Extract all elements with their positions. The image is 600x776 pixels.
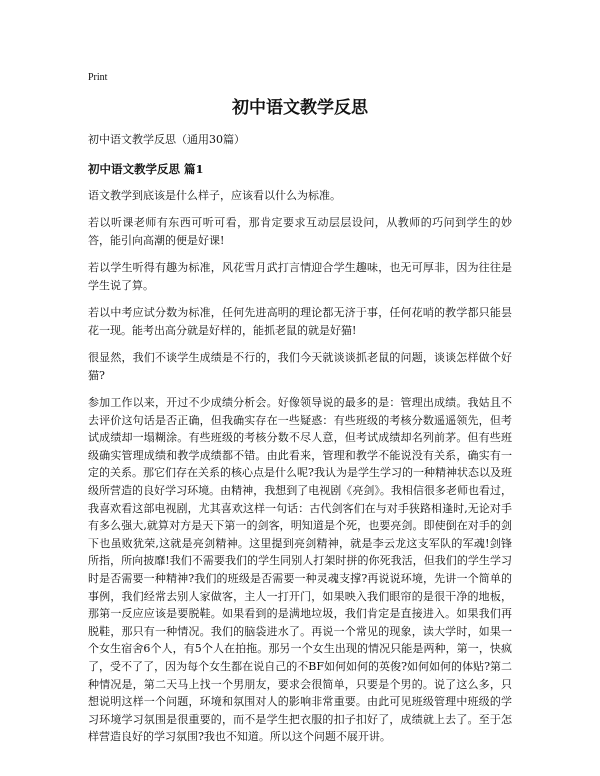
paragraph-1: 语文教学到底该是什么样子，应该看以什么为标准。: [88, 189, 341, 202]
paragraph-4: 若以中考应试分数为标准，任何先进高明的理论都无济于事，任何花哨的教学都只能昙花一现。能考出高分就是好样的，能抓老鼠的就是好猫!: [88, 306, 512, 337]
paragraph-6: 参加工作以来，开过不少成绩分析会。好像领导说的最多的是：管理出成绩。我姑且不去评价这句话是否正确，但我确实存在一些疑惑：有些班级的考核分数遥遥领先，但考试成绩却一塌糊涂。有些班级的考核分数不尽人意，但考试成绩却名列前茅。但有些班级确实管理成绩和教学成绩都不错。由此看来，管理和教学不能说没有关系，确实有一定的关系。那它们存在关系的核心点是什么呢?我认为是学生学习的一种精神状态以及班级所营造的良好学习环境。由精神，我想到了电视剧《亮剑》。我相信很多老师也看过，我喜欢看这部电视剧，尤其喜欢这样一句话：古代剑客们在与对手狭路相逢时,无论对手有多么强大,就算对方是天下第一的剑客，明知道是个死，也要亮剑。即使倒在对手的剑下也虽败犹荣,这就是亮剑精神。这里提到亮剑精神，就是李云龙这支军队的军魂!剑锋所指，所向披靡!我们不需要我们的学生同别人打架时拼的你死我活，但我们的学生学习时是否需要一种精神?我们的班级是否需要一种灵魂支撑?再说说环境，先讲一个简单的事例，我们经常去别人家做客，主人一打开门，如果映入我们眼帘的是很干净的地板，那第一反应应该是要脱鞋。如果看到的是满地垃圾，我们肯定是直接进入。如果我们再脱鞋，那只有一种情况。我们的脑袋进水了。再说一个常见的现象，读大学时，如果一个女生宿舍6个人，有5个人在拍拖。那另一个女生出现的情况只能是两种，第一，快疯了，受不了了，因为每个女生都在说自己的不BF如何如何的英俊?如何如何的体贴?第二种情况是，第二天马上找一个男朋友，要求会很简单，只要是个男的。说了这么多，只想说明这样一个问题，环境和氛围对人的影响非常重要。由此可见班级管理中班级的学习环境学习氛围是很重要的，而不是学生把衣服的扣子扣好了，成绩就上去了。至于怎样营造良好的学习氛围?我也不知道。所以这个问题不展开讲。: [88, 396, 512, 744]
document-subtitle: 初中语文教学反思（通用30篇）: [88, 133, 245, 146]
paragraph-2: 若以听课老师有东西可听可看，那肯定要求互动层层设问，从教师的巧问到学生的妙答，能引向高潮的便是好课!: [88, 216, 512, 247]
paragraph-5: 很显然，我们不谈学生成绩是不行的，我们今天就谈谈抓老鼠的问题，谈谈怎样做个好猫?: [88, 351, 512, 382]
print-label: Print: [88, 72, 108, 83]
document-title: 初中语文教学反思: [232, 98, 368, 118]
section-heading: 初中语文教学反思 篇1: [88, 162, 204, 176]
article-body: [88, 187, 512, 755]
paragraph-3: 若以学生听得有趣为标准，风花雪月武打言情迎合学生趣味，也无可厚非，因为往往是学生说了算。: [88, 261, 512, 292]
